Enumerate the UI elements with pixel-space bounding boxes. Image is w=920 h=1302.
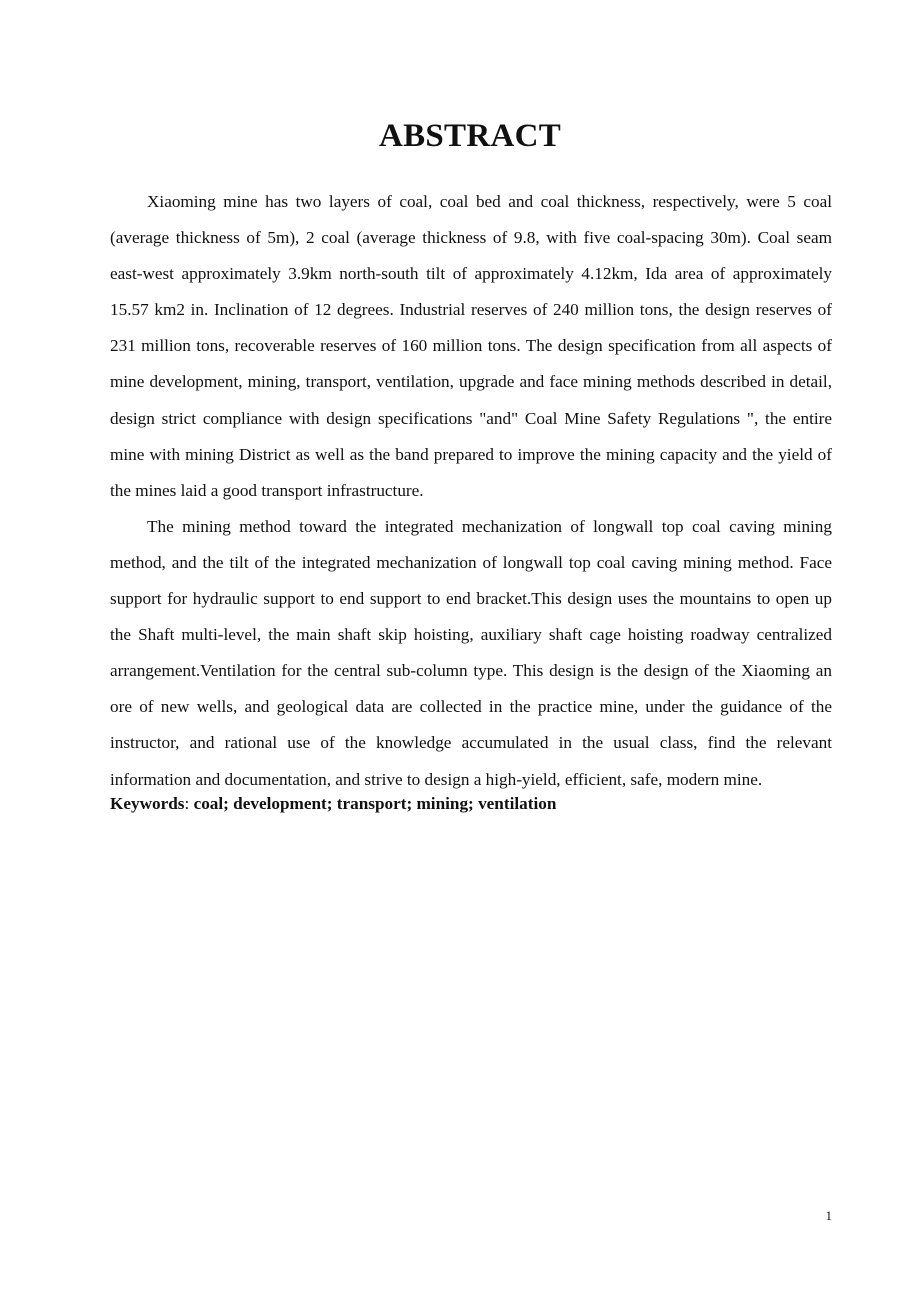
abstract-title: ABSTRACT xyxy=(378,118,562,154)
abstract-paragraph-1: Xiaoming mine has two layers of coal, coal bed and coal thickness, respectively, were 5 coal (average thickness of 5m), 2 coal (average thickness of 9.8, with five coal-spacing 30m). Coal seam east-west approximately 3.9km north-south tilt of approximately 4.12km, Ida area of approximately 15.57 km2 in. Inclination of 12 degrees. Industrial reserves of 240 million tons, the design reserves of 231 million tons, recoverable reserves of 160 million tons. The design specification from all aspects of mine development, mining, transport, ventilation, upgrade and face mining methods described in detail, design strict compliance with design specifications "and" Coal Mine Safety Regulations ", the entire mine with mining District as well as the band prepared to improve the mining capacity and the yield of the mines laid a good transport infrastructure. xyxy=(110,192,832,500)
keywords-list: coal; development; transport; mining; ventilation xyxy=(193,793,557,813)
keywords-label: Keywords xyxy=(110,793,185,813)
page-number: 1 xyxy=(825,1208,832,1223)
abstract-paragraph-2: The mining method toward the integrated mechanization of longwall top coal caving mining method, and the tilt of the integrated mechanization of longwall top coal caving mining method. Face support for hydraulic support to end support to end bracket.This design uses the mountains to open up the Shaft multi-level, the main shaft skip hoisting, auxiliary shaft cage hoisting roadway centralized arrangement.Ventilation for the central sub-column type. This design is the design of the Xiaoming an ore of new wells, and geological data are collected in the practice mine, under the guidance of the instructor, and rational use of the knowledge accumulated in the usual class, find the relevant information and documentation, and strive to design a high-yield, efficient, safe, modern mine. xyxy=(110,516,832,789)
abstract-body xyxy=(110,184,832,816)
keywords-separator: : xyxy=(184,793,194,813)
